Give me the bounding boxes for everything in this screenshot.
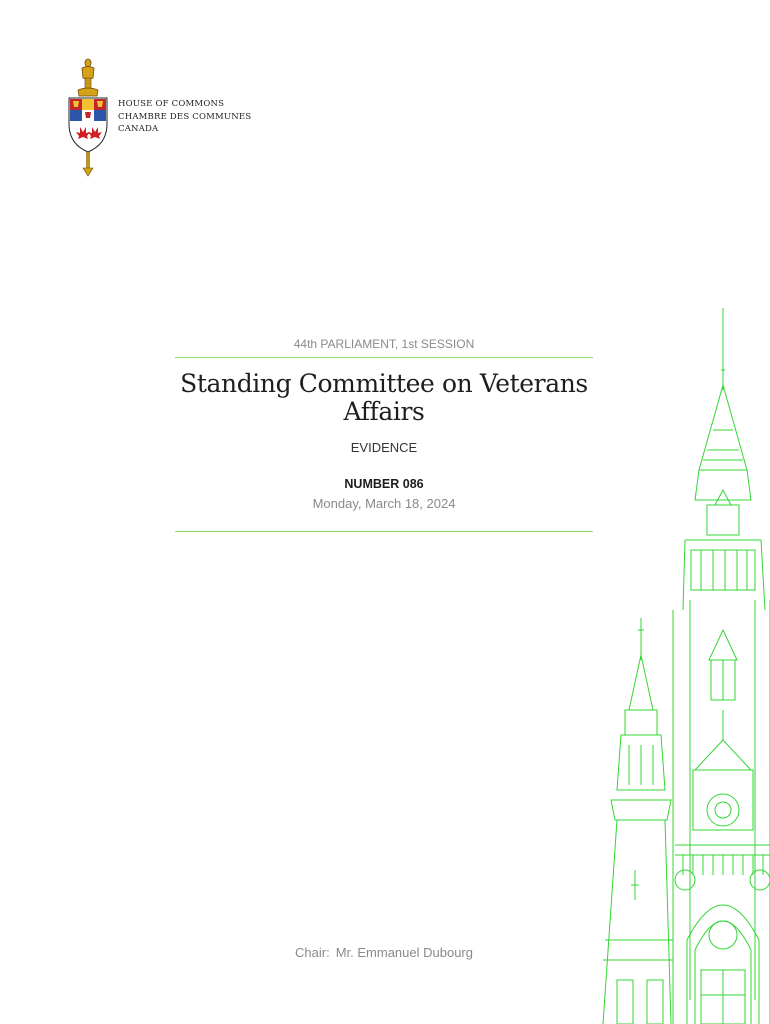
logo-text xyxy=(118,98,251,136)
house-of-commons-logo xyxy=(66,56,256,180)
meeting-number: NUMBER 086 xyxy=(344,477,424,491)
top-divider xyxy=(175,357,593,358)
session-label: 44th PARLIAMENT, 1st SESSION xyxy=(293,337,475,351)
meeting-date: Monday, March 18, 2024 xyxy=(312,496,456,511)
bottom-divider xyxy=(175,531,593,532)
logo-line-chambre-des-communes: CHAMBRE DES COMMUNES xyxy=(118,111,252,122)
document-type: EVIDENCE xyxy=(350,440,418,455)
committee-title: Standing Committee on Veterans Affairs xyxy=(180,369,588,426)
peace-tower-illustration xyxy=(595,300,770,1024)
chair-name: Mr. Emmanuel Dubourg xyxy=(335,945,473,960)
cover-title-block xyxy=(175,335,593,532)
logo-line-canada: CANADA xyxy=(118,124,159,134)
chair-line xyxy=(175,945,593,960)
house-of-commons-crest-icon xyxy=(66,56,114,180)
logo-line-house-of-commons: HOUSE OF COMMONS xyxy=(118,99,225,109)
chair-label: Chair: xyxy=(295,945,330,960)
